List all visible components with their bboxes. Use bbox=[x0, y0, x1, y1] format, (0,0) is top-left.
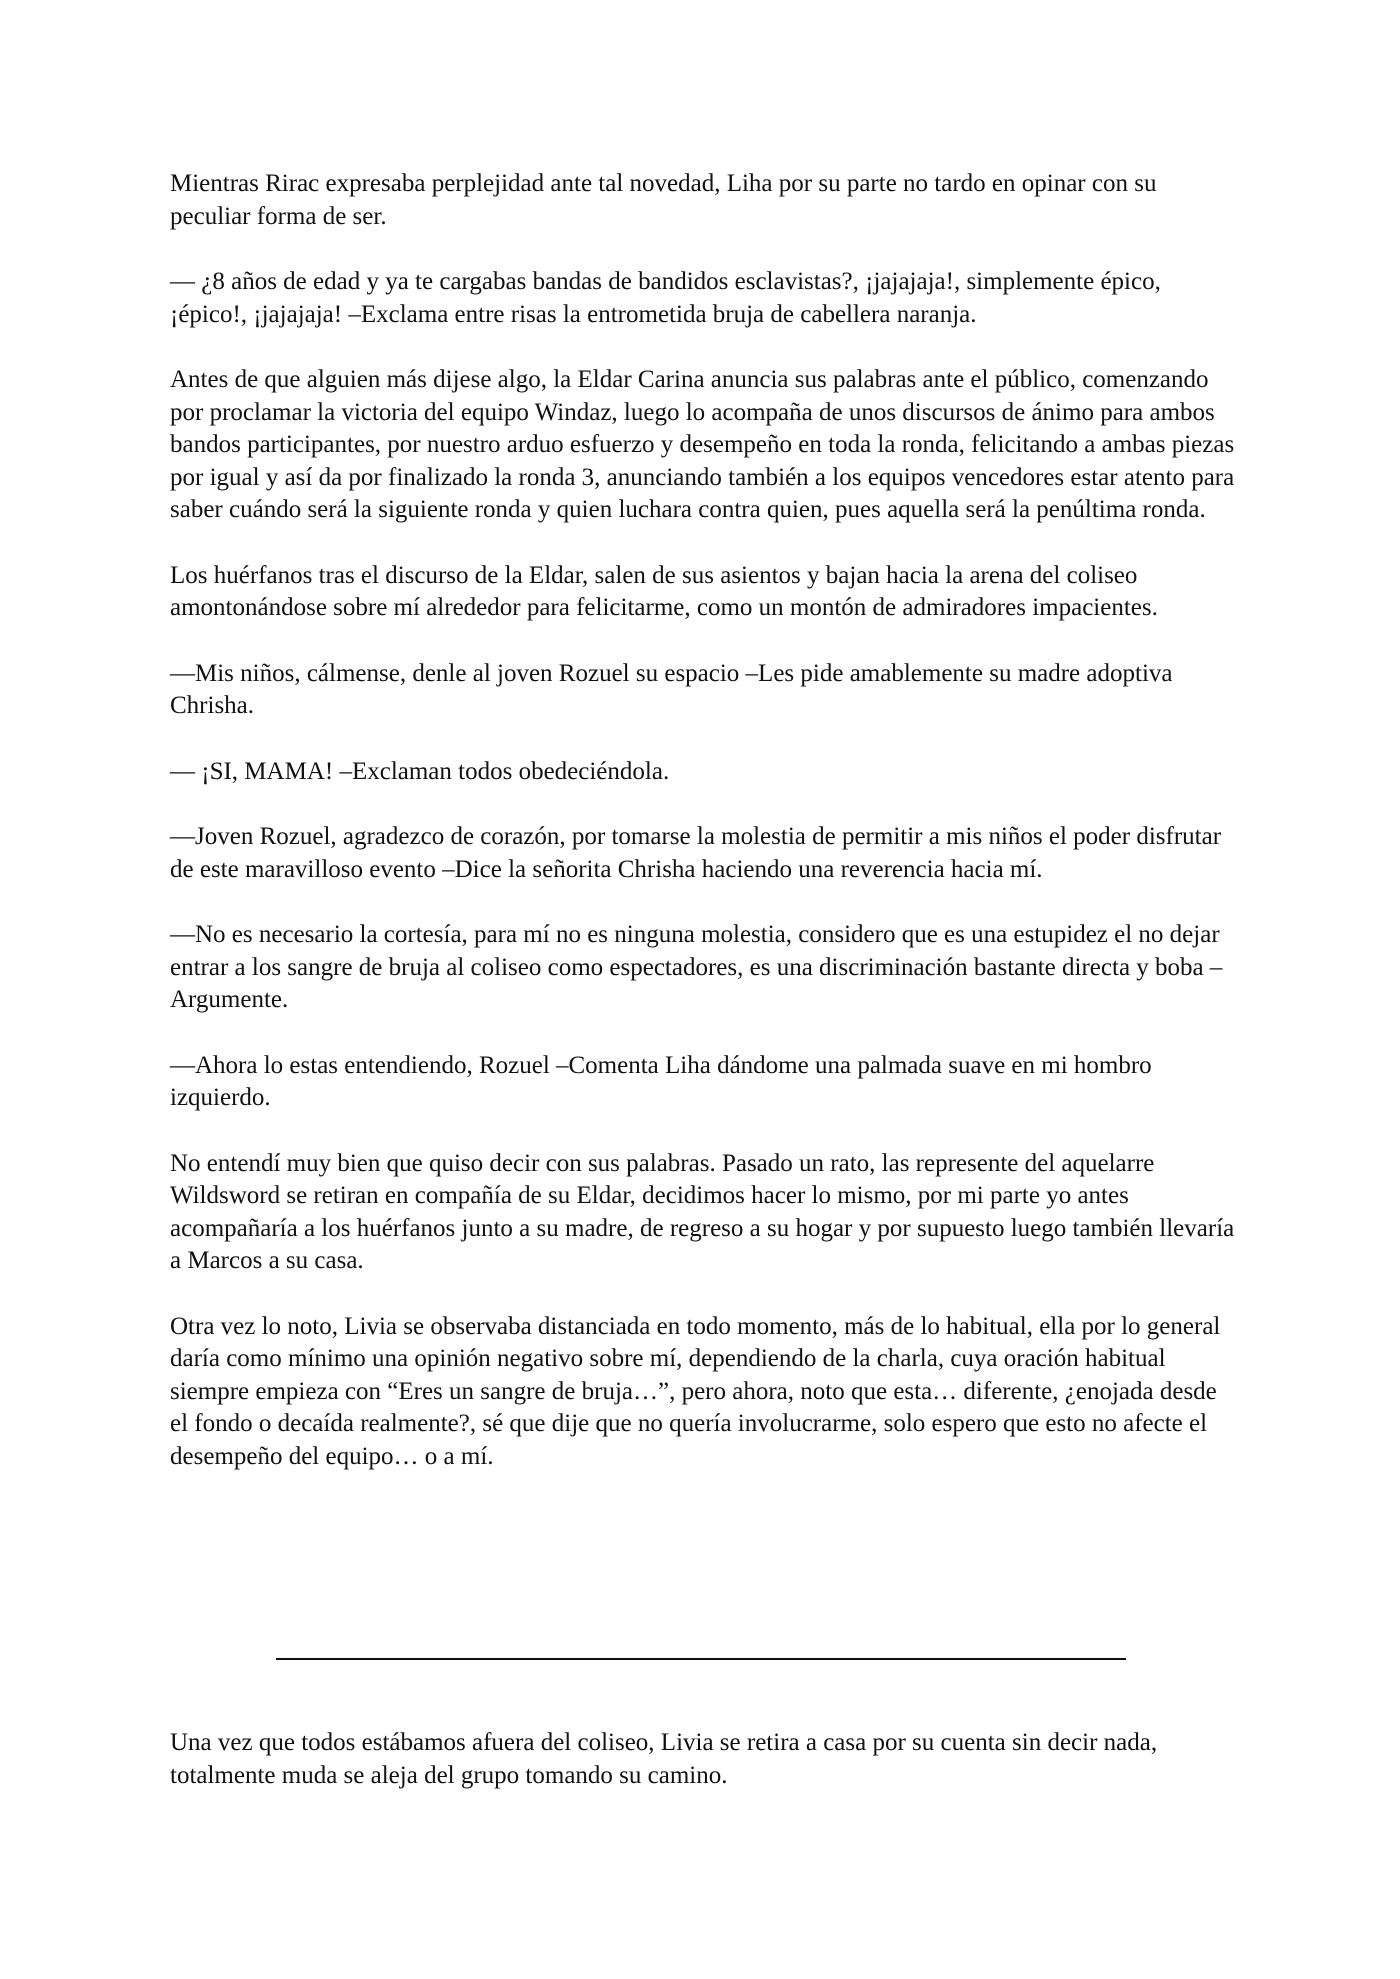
dialogue-paragraph: — ¿8 años de edad y ya te cargabas bandas de bandidos esclavistas?, ¡jajajaja!, simplemente épico, ¡épico!, ¡jajajaja! –Exclama entre risas la entrometida bruja de cabellera naranja. bbox=[170, 268, 1161, 328]
dialogue-paragraph: —Ahora lo estas entendiendo, Rozuel –Comenta Liha dándome una palmada suave en mi hombro izquierdo. bbox=[170, 1051, 1152, 1111]
scene-separator-line bbox=[276, 1658, 1126, 1660]
paragraph: Otra vez lo noto, Livia se observaba distanciada en todo momento, más de lo habitual, ella por lo general daría como mínimo una opinión negativo sobre mí, dependiendo de la charla, cuya oración habitual siempre empieza con “Eres un sangre de bruja…”, pero ahora, noto que esta… diferente, ¿enojada desde el fondo o decaída realmente?, sé que dije que no quería involucrarme, solo espero que esto no afecte el desempeño del equipo… o a mí. bbox=[170, 1312, 1221, 1470]
paragraph: Mientras Rirac expresaba perplejidad ante tal novedad, Liha por su parte no tardo en opinar con su peculiar forma de ser. bbox=[170, 170, 1157, 230]
dialogue-paragraph: —No es necesario la cortesía, para mí no es ninguna molestia, considero que es una estupidez el no dejar entrar a los sangre de bruja al coliseo como espectadores, es una discriminación bastante directa y boba –Argumente. bbox=[170, 921, 1223, 1013]
dialogue-paragraph: —Joven Rozuel, agradezco de corazón, por tomarse la molestia de permitir a mis niños el poder disfrutar de este maravilloso evento –Dice la señorita Chrisha haciendo una reverencia hacia mí. bbox=[170, 823, 1222, 883]
dialogue-paragraph: —Mis niños, cálmense, denle al joven Rozuel su espacio –Les pide amablemente su madre adoptiva Chrisha. bbox=[170, 659, 1173, 719]
post-separator-text bbox=[170, 1727, 1240, 1792]
paragraph: No entendí muy bien que quiso decir con sus palabras. Pasado un rato, las represente del aquelarre Wildsword se retiran en compañía de su Eldar, decidimos hacer lo mismo, por mi parte yo antes acompañaría a los huérfanos junto a su madre, de regreso a su hogar y por supuesto luego también llevaría a Marcos a su casa. bbox=[170, 1149, 1235, 1274]
paragraph: Una vez que todos estábamos afuera del coliseo, Livia se retira a casa por su cuenta sin decir nada, totalmente muda se aleja del grupo tomando su camino. bbox=[170, 1729, 1158, 1789]
paragraph: Antes de que alguien más dijese algo, la Eldar Carina anuncia sus palabras ante el público, comenzando por proclamar la victoria del equipo Windaz, luego lo acompaña de unos discursos de ánimo para ambos bandos participantes, por nuestro arduo esfuerzo y desempeño en toda la ronda, felicitando a ambas piezas por igual y así da por finalizado la ronda 3, anunciando también a los equipos vencedores estar atento para saber cuándo será la siguiente ronda y quien luchara contra quien, pues aquella será la penúltima ronda. bbox=[170, 366, 1235, 523]
paragraph: Los huérfanos tras el discurso de la Eldar, salen de sus asientos y bajan hacia la arena del coliseo amontonándose sobre mí alrededor para felicitarme, como un montón de admiradores impacientes. bbox=[170, 561, 1158, 621]
main-text bbox=[170, 168, 1240, 1506]
dialogue-paragraph: — ¡SI, MAMA! –Exclaman todos obedeciéndola. bbox=[170, 757, 670, 785]
